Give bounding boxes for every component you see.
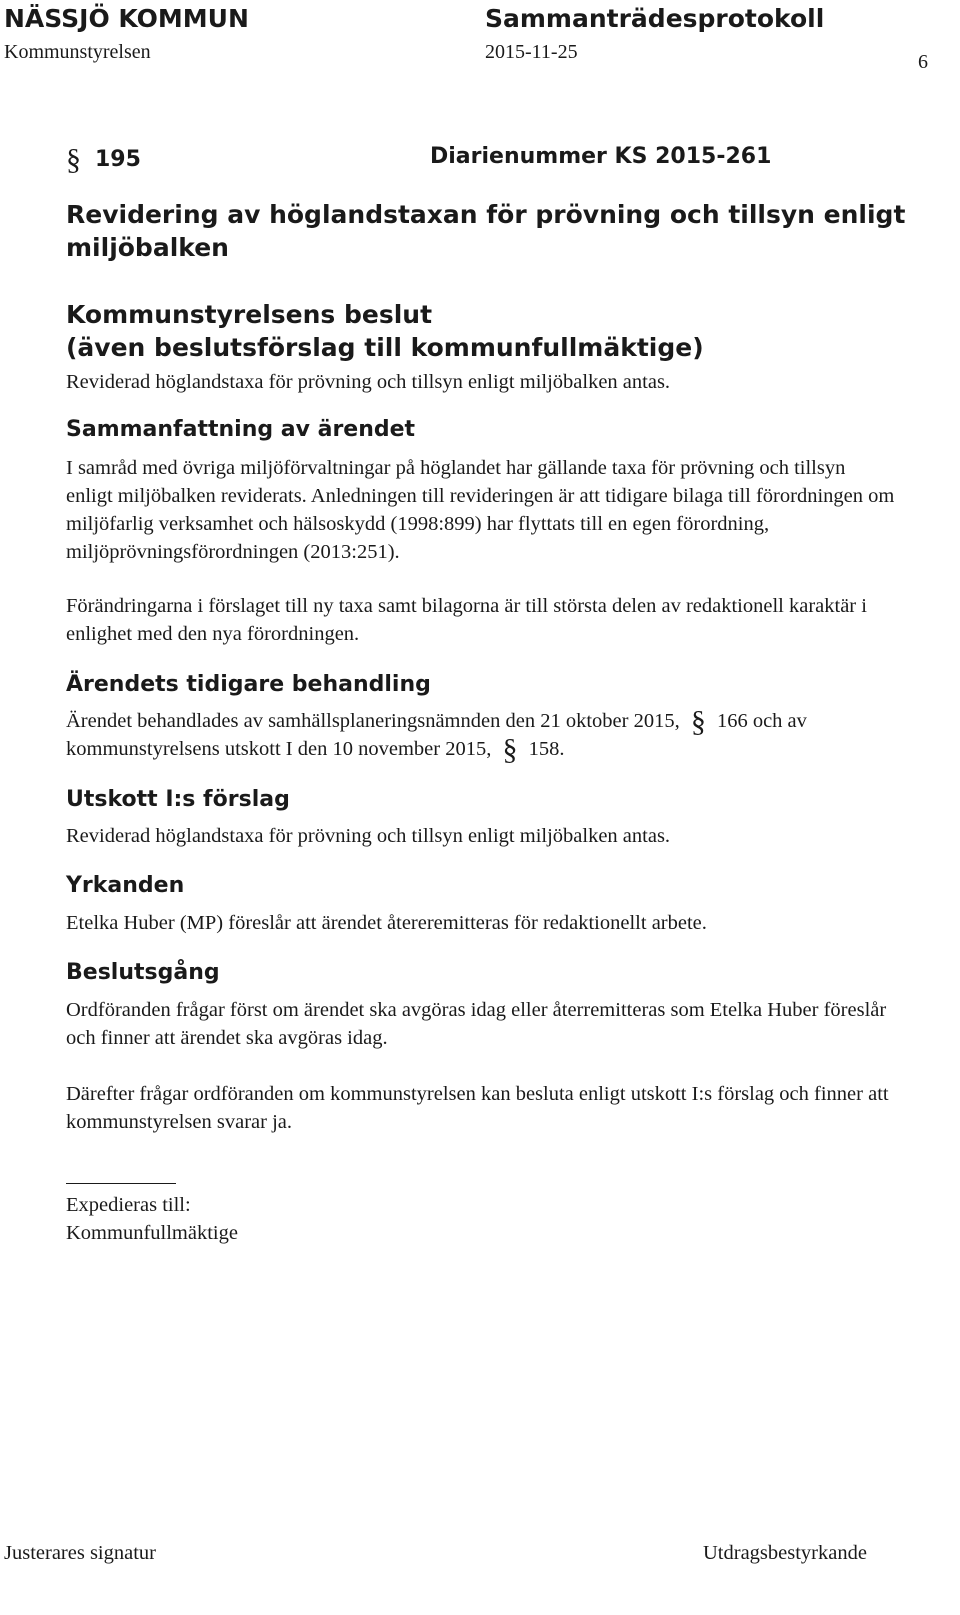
motions-text: Etelka Huber (MP) föreslår att ärendet återeremitteras för redaktionellt arbete. (66, 912, 707, 934)
footer-signature-label: Justerares signatur (4, 1542, 156, 1564)
dispatch-recipient: Kommunfullmäktige (66, 1222, 238, 1244)
section-number-value: 195 (95, 147, 141, 172)
decision-text: Reviderad höglandstaxa för prövning och tillsyn enligt miljöbalken antas. (66, 371, 671, 393)
divider (66, 1183, 176, 1184)
previous-text-part-1: Ärendet behandlades av samhällsplaneringsnämnden den 21 oktober 2015, (66, 710, 680, 732)
page-title: Revidering av höglandstaxan för prövning och tillsyn enligt miljöbalken (66, 200, 906, 262)
committee-proposal-text: Reviderad höglandstaxa för prövning och tillsyn enligt miljöbalken antas. (66, 825, 671, 847)
municipality-name: NÄSSJÖ KOMMUN (4, 4, 249, 33)
document-type: Sammanträdesprotokoll (485, 4, 825, 33)
meeting-date: 2015-11-25 (485, 41, 578, 63)
paragraph-sign: § (690, 705, 706, 738)
page-number: 6 (918, 51, 928, 73)
committee-proposal-heading: Utskott I:s förslag (66, 787, 290, 812)
previous-handling-heading: Ärendets tidigare behandling (66, 672, 431, 697)
diarie-number: Diarienummer KS 2015-261 (430, 144, 772, 169)
motions-heading: Yrkanden (66, 873, 185, 898)
footer-certification-label: Utdragsbestyrkande (703, 1542, 867, 1564)
dispatch-label: Expedieras till: (66, 1194, 191, 1216)
procedure-heading: Beslutsgång (66, 960, 220, 985)
decision-heading: Kommunstyrelsens beslut (66, 300, 433, 329)
previous-handling-text (66, 705, 896, 766)
previous-text-part-2: 166 och av kommunstyrelsens utskott I den 10 november 2015, (66, 710, 807, 760)
summary-paragraph-1: I samråd med övriga miljöförvaltningar på höglandet har gällande taxa för prövning och tillsyn enligt miljöbalken reviderats. Anledningen till revideringen är att tidigare bilaga till förordningen om miljöfarlig verksamhet och hälsoskydd (1998:899) har flyttats till en egen förordning, miljöprövningsförordningen (2013:251). (66, 457, 895, 563)
section-number (66, 142, 141, 175)
decision-subheading: (även beslutsförslag till kommunfullmäktige) (66, 333, 704, 362)
previous-text-part-3: 158. (528, 738, 565, 760)
summary-paragraph-2: Förändringarna i förslaget till ny taxa samt bilagorna är till största delen av redaktionell karaktär i enlighet med den nya förordningen. (66, 595, 867, 645)
procedure-paragraph-1: Ordföranden frågar först om ärendet ska avgöras idag eller återremitteras som Etelka Huber föreslår och finner att ärendet ska avgöras idag. (66, 999, 887, 1049)
procedure-paragraph-2: Därefter frågar ordföranden om kommunstyrelsen kan besluta enligt utskott I:s förslag och finner att kommunstyrelsen svarar ja. (66, 1083, 889, 1133)
summary-heading: Sammanfattning av ärendet (66, 417, 416, 442)
paragraph-sign: § (66, 143, 81, 176)
header-body-name: Kommunstyrelsen (4, 41, 151, 63)
paragraph-sign: § (502, 733, 518, 766)
